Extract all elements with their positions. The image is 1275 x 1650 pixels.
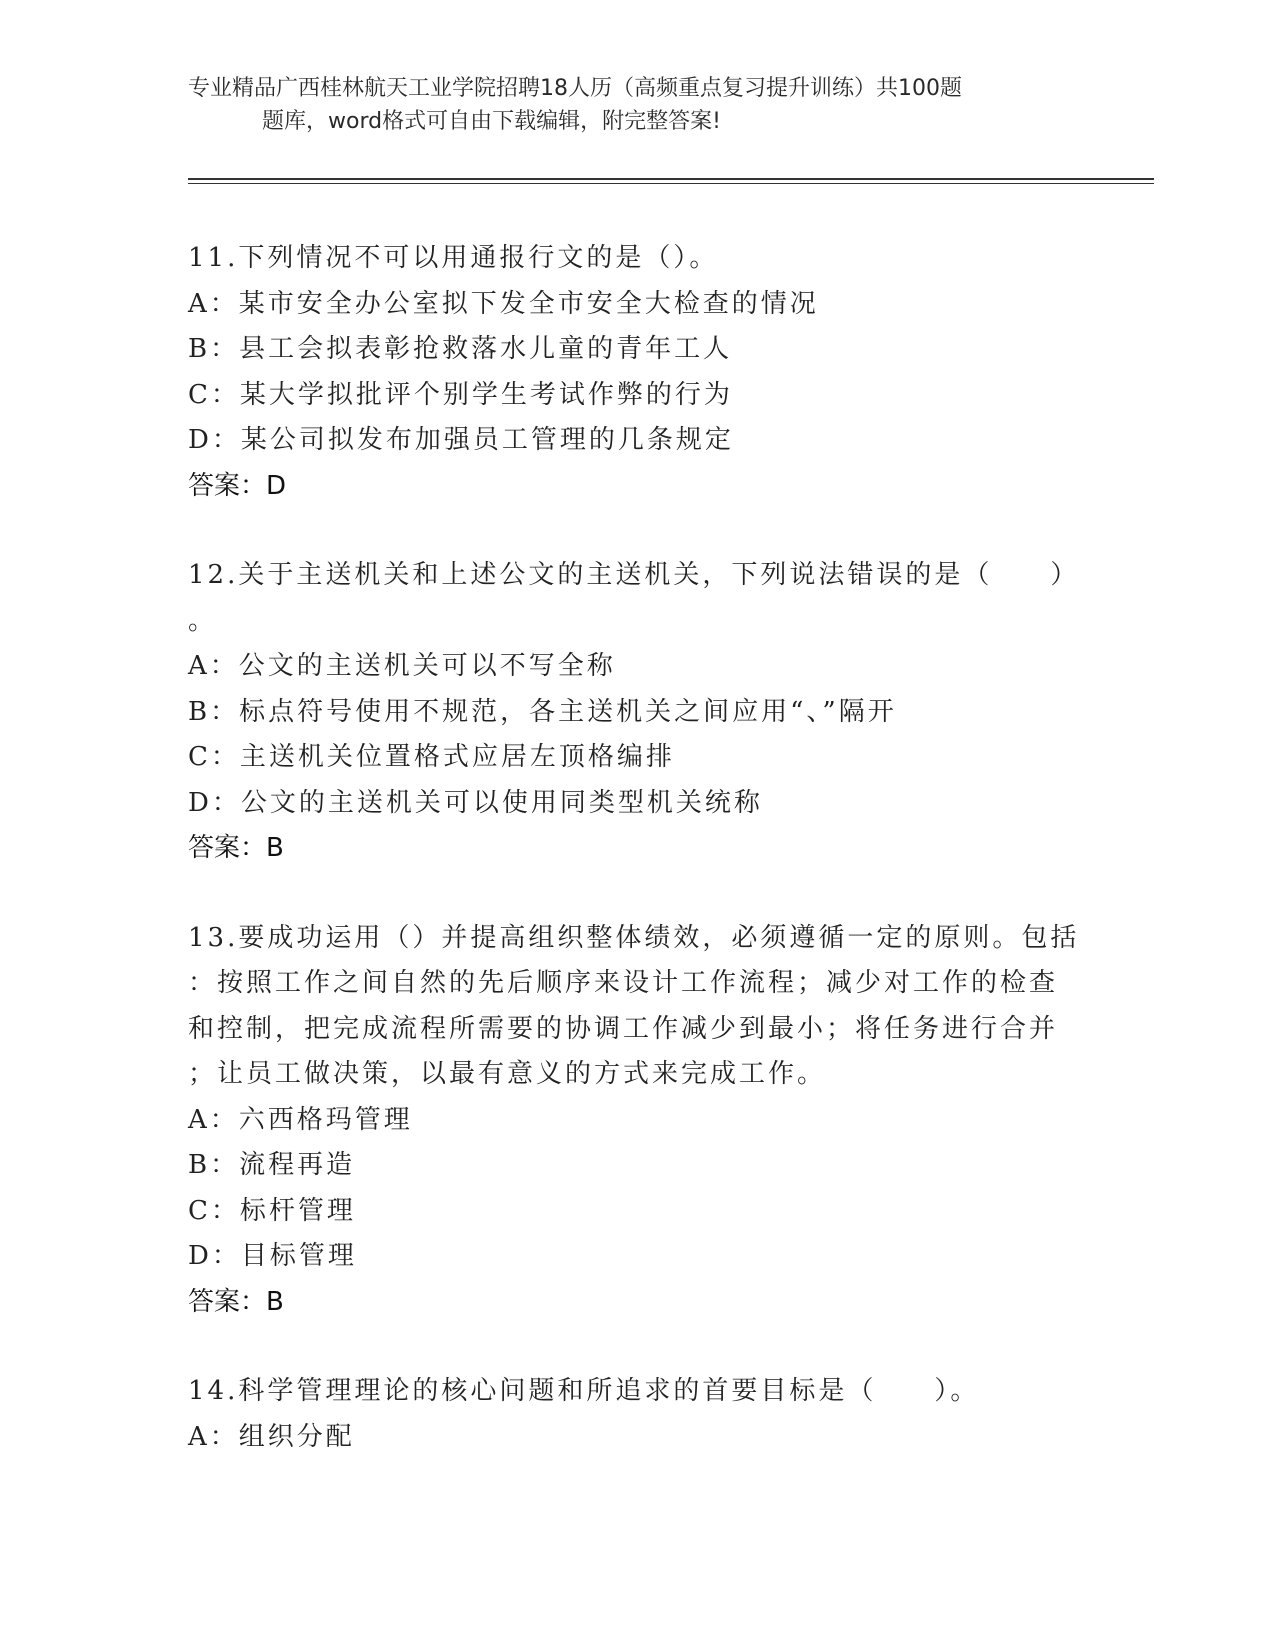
question-stem: 12.关于主送机关和上述公文的主送机关，下列说法错误的是（ ） (188, 560, 1080, 590)
header-divider (188, 178, 1154, 180)
option-a: A：公文的主送机关可以不写全称 (188, 651, 616, 681)
answer-line: 答案：B (188, 833, 284, 863)
header-divider-thin (188, 183, 1154, 184)
question-stem: 11.下列情况不可以用通报行文的是（）。 (188, 243, 719, 273)
document-header (188, 72, 1088, 138)
option-d: D：某公司拟发布加强员工管理的几条规定 (188, 425, 734, 455)
question-stem: 13.要成功运用（）并提高组织整体绩效，必须遵循一定的原则。包括 (188, 922, 1080, 953)
option-a: A：某市安全办公室拟下发全市安全大检查的情况 (188, 288, 819, 319)
option-c: C：标杆管理 (188, 1195, 356, 1226)
option-b: B：标点符号使用不规范，各主送机关之间应用“、”隔开 (188, 696, 897, 727)
question-stem-continued: 。 (188, 605, 218, 636)
header-title-line-1: 专业精品广西桂林航天工业学院招聘18人历（高频重点复习提升训练）共100题 (188, 76, 962, 101)
option-c: C：主送机关位置格式应居左顶格编排 (188, 742, 675, 772)
option-a: A：六西格玛管理 (188, 1104, 413, 1135)
option-d: D：目标管理 (188, 1241, 357, 1271)
option-d: D：公文的主送机关可以使用同类型机关统称 (188, 787, 763, 818)
question-stem-continued: ；让员工做决策，以最有意义的方式来完成工作。 (188, 1059, 827, 1089)
option-a: A：组织分配 (188, 1421, 355, 1452)
answer-line: 答案：D (188, 470, 287, 501)
question-13 (188, 916, 1088, 1326)
question-11 (188, 236, 1088, 509)
question-stem-continued: ：按照工作之间自然的先后顺序来设计工作流程；减少对工作的检查 (188, 968, 1059, 998)
question-stem: 14.科学管理理论的核心问题和所追求的首要目标是（ ）。 (188, 1376, 980, 1406)
option-b: B：县工会拟表彰抢救落水儿童的青年工人 (188, 334, 733, 364)
answer-line: 答案：B (188, 1286, 284, 1317)
question-14 (188, 1369, 1088, 1460)
header-title-line-2: 题库，word格式可自由下载编辑，附完整答案! (262, 109, 721, 134)
question-stem-continued: 和控制，把完成流程所需要的协调工作减少到最小；将任务进行合并 (188, 1013, 1059, 1044)
question-list (188, 236, 1088, 1504)
option-c: C：某大学拟批评个别学生考试作弊的行为 (188, 379, 733, 410)
option-b: B：流程再造 (188, 1150, 356, 1180)
question-12 (188, 553, 1088, 872)
